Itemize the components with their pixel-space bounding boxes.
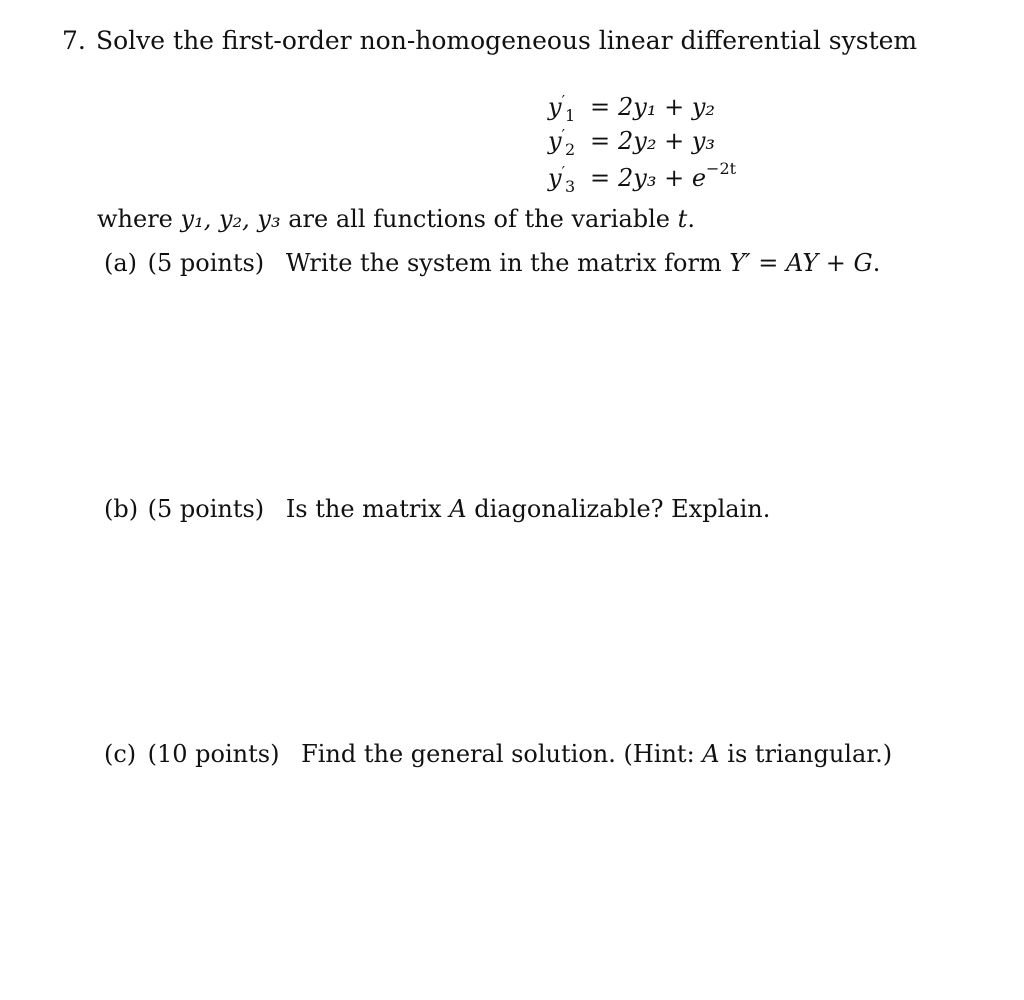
equation-2 [548,118,736,159]
part-c-text-before: Find the general solution. (Hint: [301,740,695,768]
equation-2-lhs: $y'_2$ [548,126,576,159]
where-clause [97,202,695,236]
part-b-math: A [449,495,467,523]
part-c-text-after: is triangular.) [727,740,893,768]
equation-2-equals: = [589,127,611,155]
part-c-points: (10 points) [147,740,280,768]
question-prompt: Solve the first-order non-homogeneous linear differential system [96,26,918,55]
equation-3 [548,152,737,196]
part-a-points: (5 points) [147,249,265,277]
part-a [104,246,880,280]
part-a-text: Write the system in the matrix form [285,249,722,277]
part-a-math: Y′ = AY + G [729,249,873,277]
where-prefix: where [97,205,173,233]
part-b [104,492,770,526]
part-a-label: (a) [104,249,138,277]
part-a-end: . [872,249,881,277]
equation-1-equals: = [589,93,611,121]
equation-1-rhs: 2y₁ + y₂ [618,93,715,121]
equation-3-equals: = [589,164,611,192]
equation-system [548,84,737,196]
equation-3-rhs: $2y_3 + e^{-2t}$ [618,159,737,192]
part-b-text-before: Is the matrix [285,495,442,523]
part-b-points: (5 points) [147,495,265,523]
question-header [62,24,917,58]
part-b-text-after: diagonalizable? Explain. [474,495,771,523]
part-b-label: (b) [104,495,139,523]
where-end: . [687,205,695,233]
equation-1-lhs: $y'_1$ [548,92,576,125]
where-vars: y₁, y₂, y₃ [180,205,281,233]
equation-1 [548,84,736,125]
part-c-label: (c) [104,740,137,768]
part-c [104,737,892,771]
question-number: 7. [62,26,86,55]
where-var-t: t [677,205,688,233]
equation-3-lhs: $y'_3$ [548,163,576,196]
where-middle: are all functions of the variable [288,205,671,233]
equation-3-exponent: −2t [706,159,737,178]
equation-2-rhs: 2y₂ + y₃ [618,127,715,155]
part-c-math: A [702,740,720,768]
